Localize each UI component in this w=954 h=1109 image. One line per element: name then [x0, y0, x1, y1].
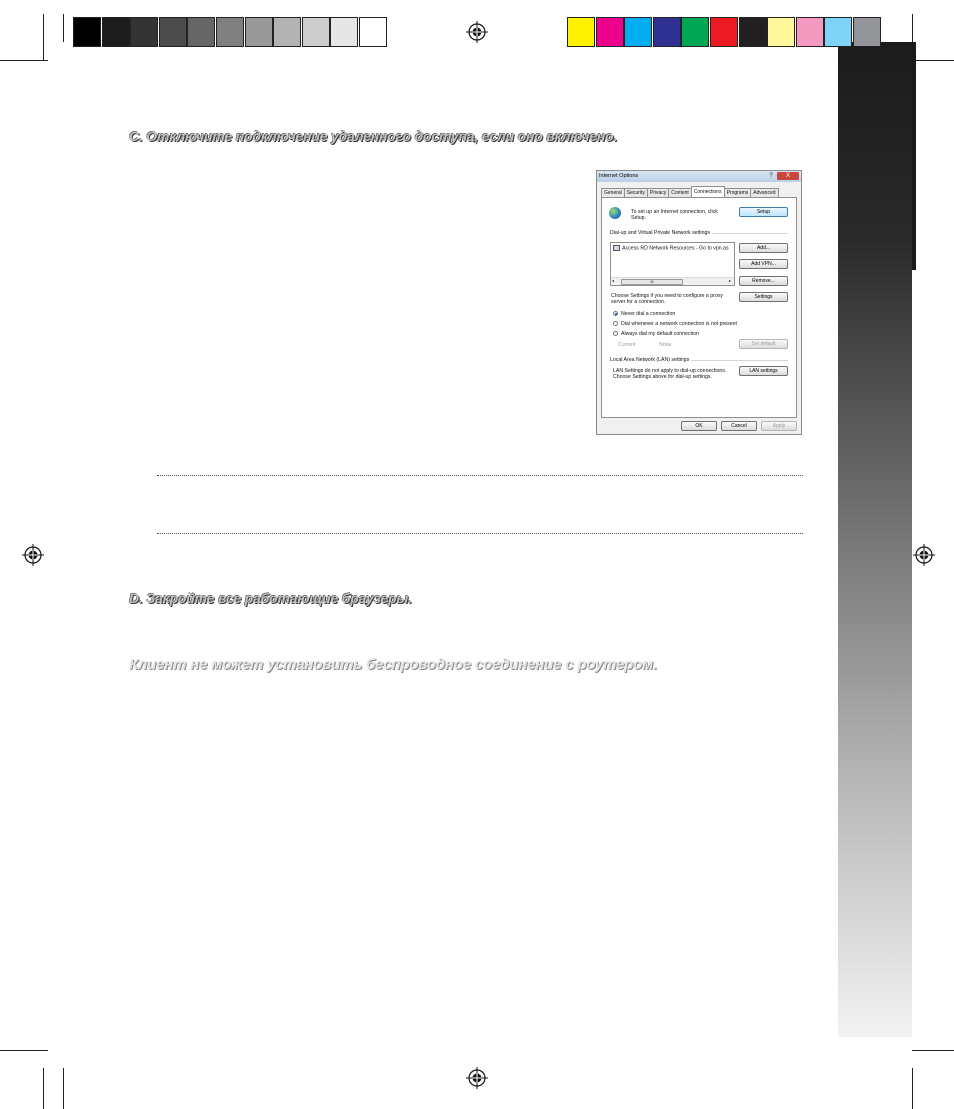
color-swatch [681, 17, 709, 47]
registration-mark-bottom [466, 1067, 488, 1089]
gray-swatch [359, 17, 387, 47]
scroll-thumb[interactable]: III [621, 279, 683, 285]
tab-privacy[interactable]: Privacy [647, 188, 669, 197]
crop-mark [43, 1068, 44, 1109]
list-item-label: Access RD Network Resources - Go to vpn.as [622, 245, 729, 252]
dialog-tabs [601, 188, 778, 197]
registration-mark-left [22, 544, 44, 566]
scroll-left-arrow-icon[interactable]: ◂ [612, 278, 615, 283]
color-swatch [739, 17, 767, 47]
proxy-instruction: Choose Settings if you need to configure a proxy [611, 293, 723, 299]
internet-globe-icon [609, 207, 621, 219]
add-vpn-button[interactable]: Add VPN... [739, 259, 788, 269]
setup-instruction: To set up an Internet connection, click [631, 209, 718, 215]
gray-swatch [245, 17, 273, 47]
radio-never-dial-label[interactable]: Never dial a connection [621, 311, 676, 317]
radio-never-dial[interactable] [613, 311, 618, 316]
tab-advanced[interactable]: Advanced [750, 188, 778, 197]
setup-instruction-2: Setup. [631, 215, 646, 221]
apply-button[interactable]: Apply [761, 421, 797, 431]
crop-mark [0, 60, 48, 61]
lan-instruction: LAN Settings do not apply to dial-up connections. [613, 368, 727, 374]
ok-button[interactable]: OK [681, 421, 717, 431]
tab-connections[interactable]: Connections [691, 186, 725, 197]
internet-options-dialog [596, 170, 802, 435]
gray-swatch [73, 17, 101, 47]
crop-mark [912, 60, 954, 61]
chapter-side-tab [838, 42, 912, 1037]
gray-swatch [130, 17, 158, 47]
proxy-instruction-2: server for a connection. [611, 299, 666, 305]
color-swatch [567, 17, 595, 47]
crop-mark [912, 14, 913, 42]
color-swatch [710, 17, 738, 47]
radio-always-dial-label[interactable]: Always dial my default connection [621, 331, 699, 337]
scroll-right-arrow-icon[interactable]: ▸ [729, 278, 732, 283]
section-c-heading: C. Отключите подключение удаленного доступа, если оно включено. [129, 128, 618, 144]
current-label: Current [618, 342, 636, 348]
color-swatch [624, 17, 652, 47]
tab-general[interactable]: General [601, 188, 625, 197]
crop-mark [63, 14, 64, 42]
color-swatch [653, 17, 681, 47]
dialog-title: Internet Options [599, 173, 639, 179]
settings-button[interactable]: Settings [739, 292, 788, 302]
radio-always-dial[interactable] [613, 331, 618, 336]
color-swatch [853, 17, 881, 47]
remove-button[interactable]: Remove... [739, 276, 788, 286]
tab-programs[interactable]: Programs [724, 188, 752, 197]
current-value: None [659, 342, 672, 348]
close-button[interactable]: X [777, 172, 799, 180]
color-swatch [767, 17, 795, 47]
dialog-title-bar [597, 171, 801, 182]
setup-button[interactable]: Setup [739, 207, 788, 217]
crop-mark [63, 1068, 64, 1109]
lan-instruction-2: Choose Settings above for dial-up settings. [613, 374, 712, 380]
list-horizontal-scrollbar[interactable] [611, 277, 734, 285]
tab-security[interactable]: Security [624, 188, 648, 197]
lan-group-label: Local Area Network (LAN) settings [610, 357, 690, 363]
gray-swatch [216, 17, 244, 47]
gray-swatch [187, 17, 215, 47]
set-default-button[interactable]: Set default [739, 339, 788, 349]
color-swatch [596, 17, 624, 47]
list-item[interactable] [613, 245, 729, 251]
crop-mark [0, 1050, 48, 1051]
dialup-group-label: Dial-up and Virtual Private Network settings [610, 230, 710, 236]
crop-mark [912, 1068, 913, 1109]
add-button[interactable]: Add... [739, 243, 788, 253]
registration-mark-right [913, 544, 935, 566]
network-icon [613, 245, 620, 251]
radio-dial-whenever-label[interactable]: Dial whenever a network connection is not present [621, 321, 737, 327]
crop-mark [43, 14, 44, 60]
connection-list[interactable] [610, 242, 735, 286]
color-swatch [824, 17, 852, 47]
color-swatch [796, 17, 824, 47]
lan-settings-button[interactable]: LAN settings [739, 366, 788, 376]
section-d-heading: D. Закройте все работающие браузеры. [129, 590, 412, 606]
cancel-button[interactable]: Cancel [721, 421, 757, 431]
help-button[interactable]: ? [769, 173, 773, 179]
gray-swatch [102, 17, 130, 47]
registration-mark-top [466, 21, 488, 43]
note-divider-top [157, 475, 803, 476]
gray-swatch [302, 17, 330, 47]
note-divider-bottom [157, 533, 803, 534]
gray-swatch [273, 17, 301, 47]
crop-mark [912, 1050, 954, 1051]
radio-dial-whenever[interactable] [613, 321, 618, 326]
chapter-side-tab-edge [912, 42, 916, 270]
client-issue-heading: Клиент не может установить беспроводное соединение с роутером. [129, 656, 657, 673]
gray-swatch [159, 17, 187, 47]
gray-swatch [330, 17, 358, 47]
tab-content[interactable]: Content [668, 188, 692, 197]
